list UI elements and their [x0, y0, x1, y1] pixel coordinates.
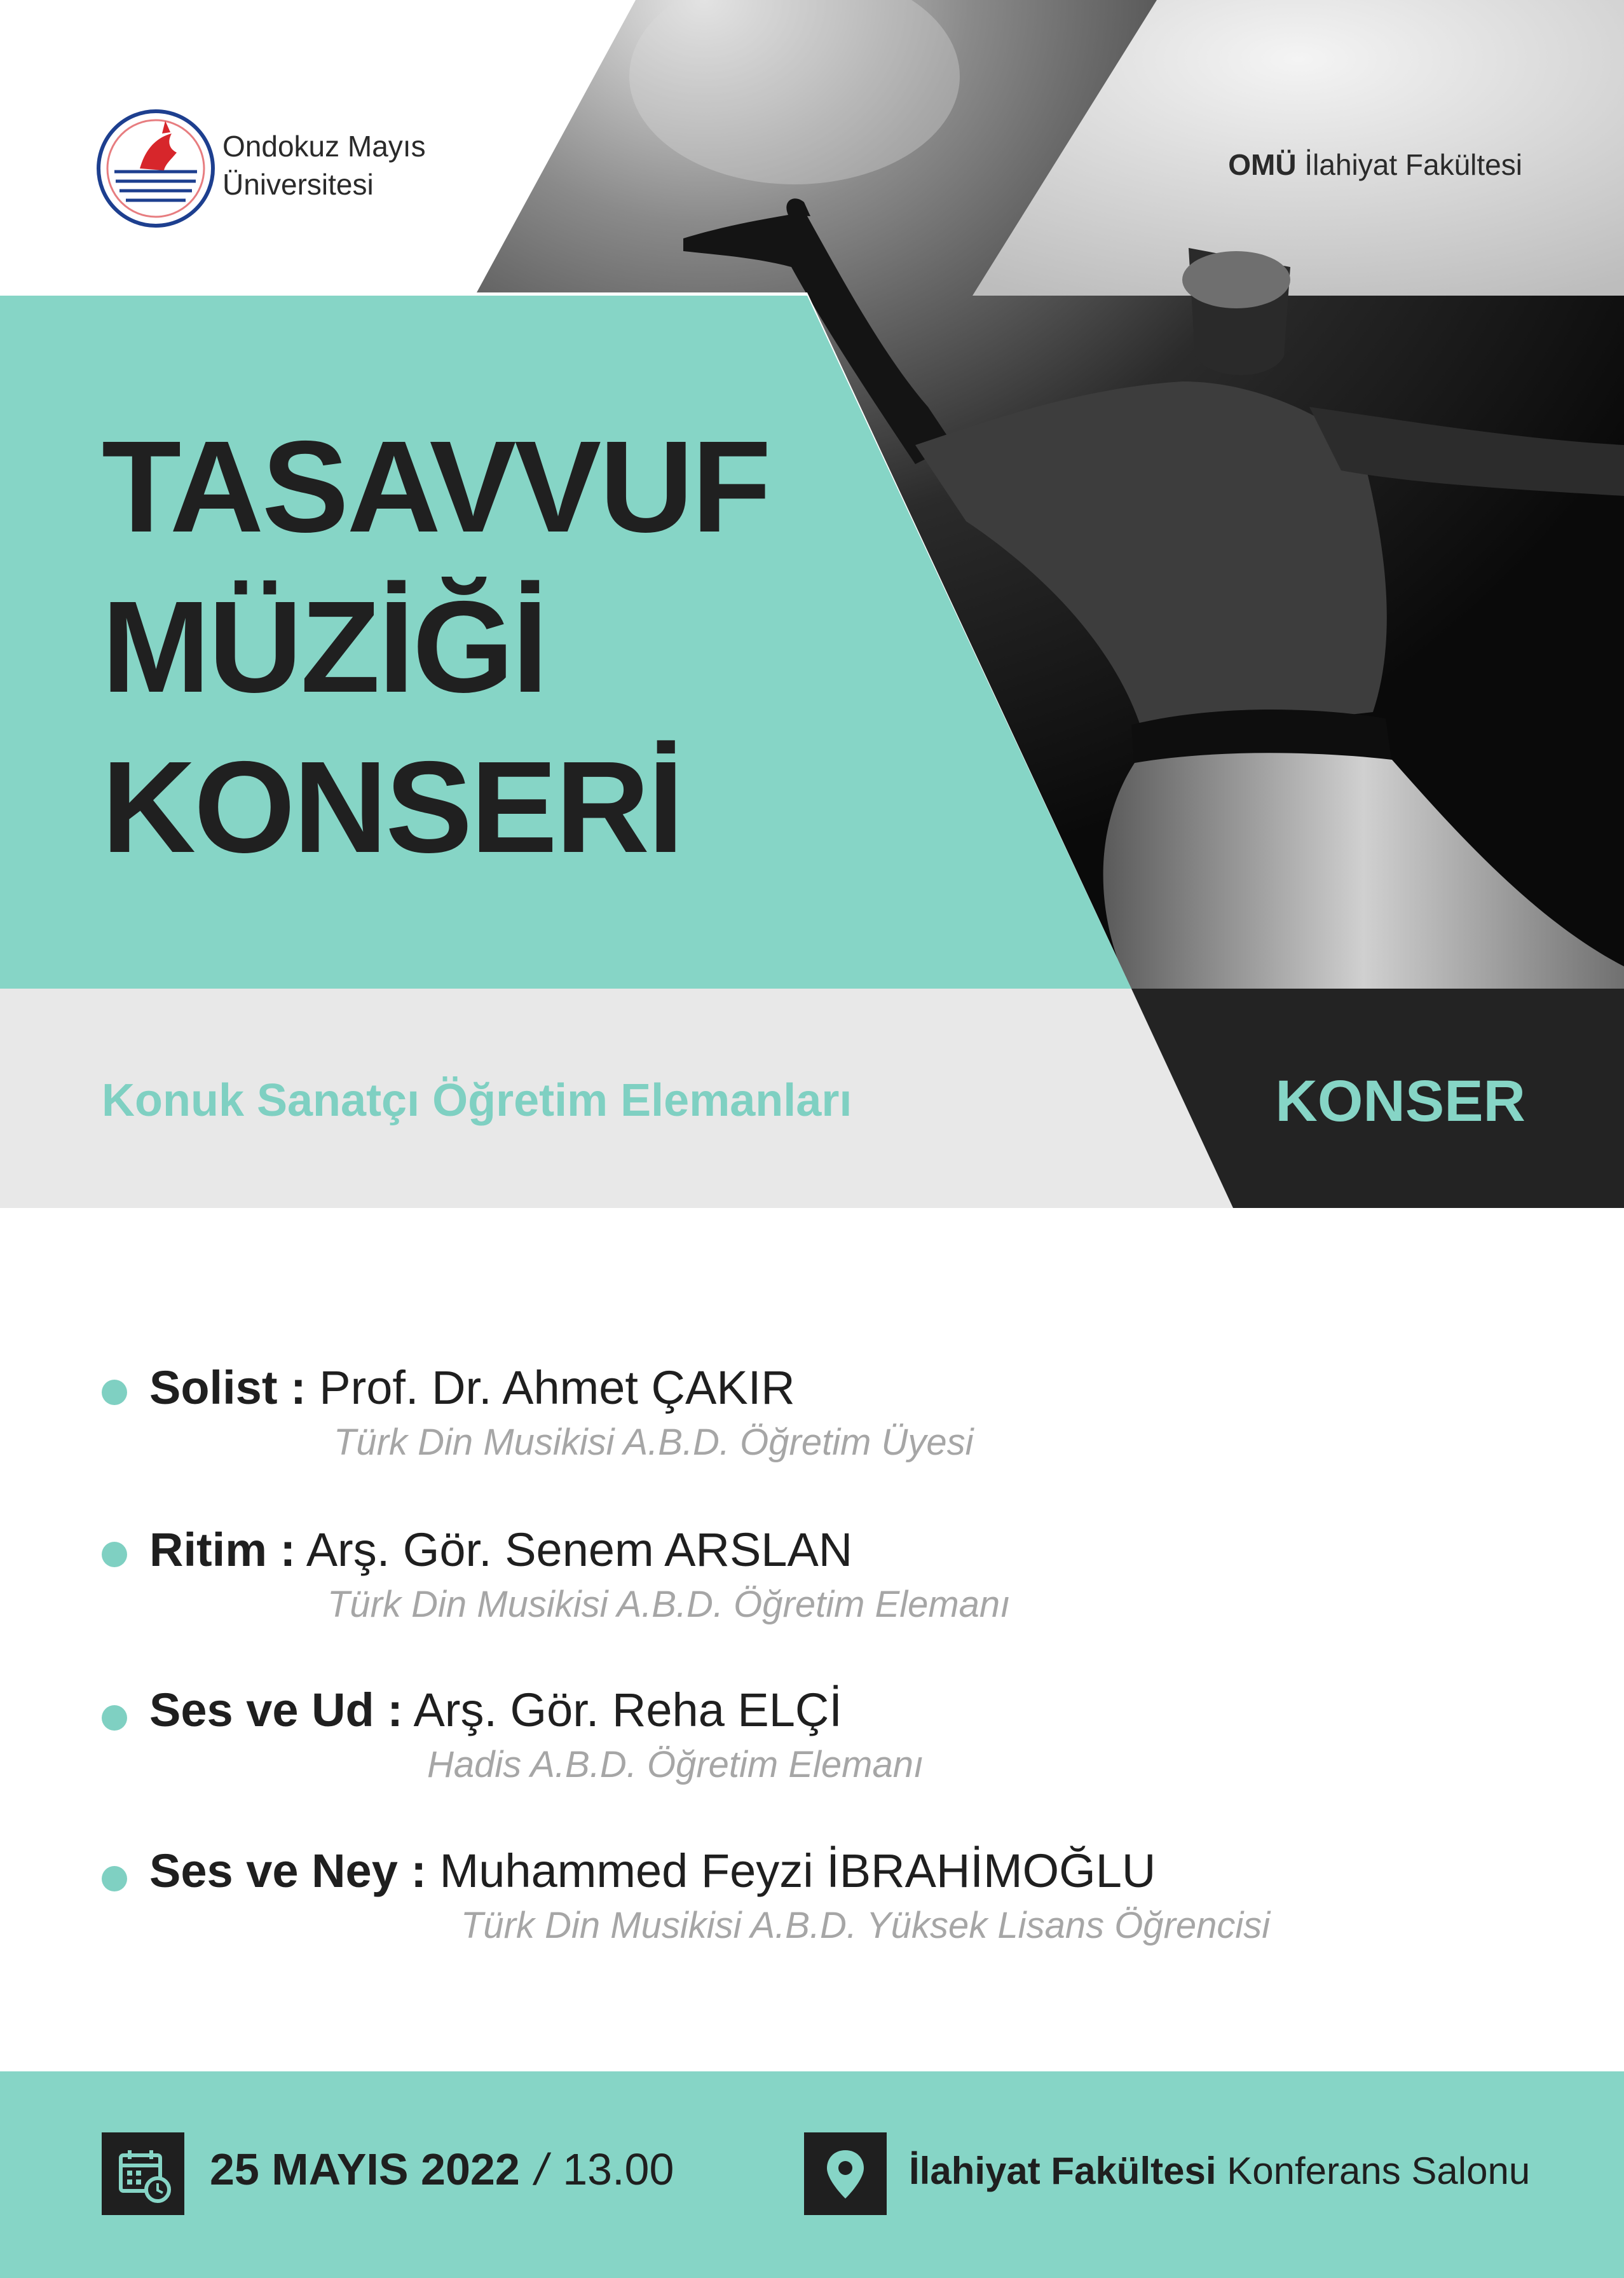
venue-faculty: İlahiyat Fakültesi [909, 2150, 1217, 2192]
title-line1: TASAVVUF [102, 414, 770, 559]
bullet-dot [102, 1866, 127, 1891]
bullet-dot [102, 1380, 127, 1405]
faculty-tag [1228, 148, 1522, 182]
title-line3: KONSERİ [102, 734, 683, 880]
performer-role: Ses ve Ney : [149, 1844, 427, 1897]
calendar-clock-icon [102, 2132, 184, 2215]
performer-line [149, 1683, 842, 1737]
university-name [222, 127, 426, 203]
performer-role: Ritim : [149, 1523, 296, 1576]
date-time-separator: / [535, 2144, 548, 2194]
event-type-label: KONSER [1275, 1069, 1525, 1134]
faculty-name: İlahiyat Fakültesi [1304, 148, 1522, 181]
performer-position: Hadis A.B.D. Öğretim Elemanı [427, 1744, 924, 1785]
performer-item [0, 1516, 1624, 1669]
university-logo [95, 108, 216, 229]
performer-role: Ses ve Ud : [149, 1684, 403, 1736]
performer-line [149, 1844, 1156, 1898]
university-name-line1: Ondokuz Mayıs [222, 130, 426, 163]
concert-title [102, 407, 769, 888]
performer-position: Türk Din Musikisi A.B.D. Yüksek Lisans Öğrencisi [461, 1905, 1271, 1946]
performer-position: Türk Din Musikisi A.B.D. Öğretim Üyesi [334, 1422, 974, 1463]
event-venue [909, 2149, 1530, 2193]
faculty-abbr: OMÜ [1228, 148, 1297, 181]
performer-item [0, 1354, 1624, 1507]
bullet-dot [102, 1542, 127, 1567]
performer-name: Arş. Gör. Senem ARSLAN [306, 1523, 853, 1576]
performer-position: Türk Din Musikisi A.B.D. Öğretim Elemanı [327, 1584, 1011, 1625]
performer-item [0, 1837, 1624, 1990]
performer-name: Muhammed Feyzi İBRAHİMOĞLU [439, 1844, 1156, 1897]
performer-role: Solist : [149, 1361, 306, 1414]
performer-item [0, 1677, 1624, 1829]
map-pin-icon [804, 2132, 887, 2215]
performer-line [149, 1361, 795, 1415]
venue-hall: Konferans Salonu [1227, 2150, 1531, 2192]
performer-line [149, 1523, 852, 1577]
event-date: 25 MAYIS 2022 [210, 2144, 520, 2194]
event-date-time [210, 2144, 674, 2195]
event-time: 13.00 [563, 2144, 674, 2194]
guest-artists-label: Konuk Sanatçı Öğretim Elemanları [102, 1075, 852, 1126]
bullet-dot [102, 1705, 127, 1731]
performer-name: Prof. Dr. Ahmet ÇAKIR [319, 1361, 795, 1414]
title-line2: MÜZİĞİ [102, 574, 547, 720]
performer-name: Arş. Gör. Reha ELÇİ [413, 1684, 842, 1736]
university-name-line2: Üniversitesi [222, 168, 374, 201]
